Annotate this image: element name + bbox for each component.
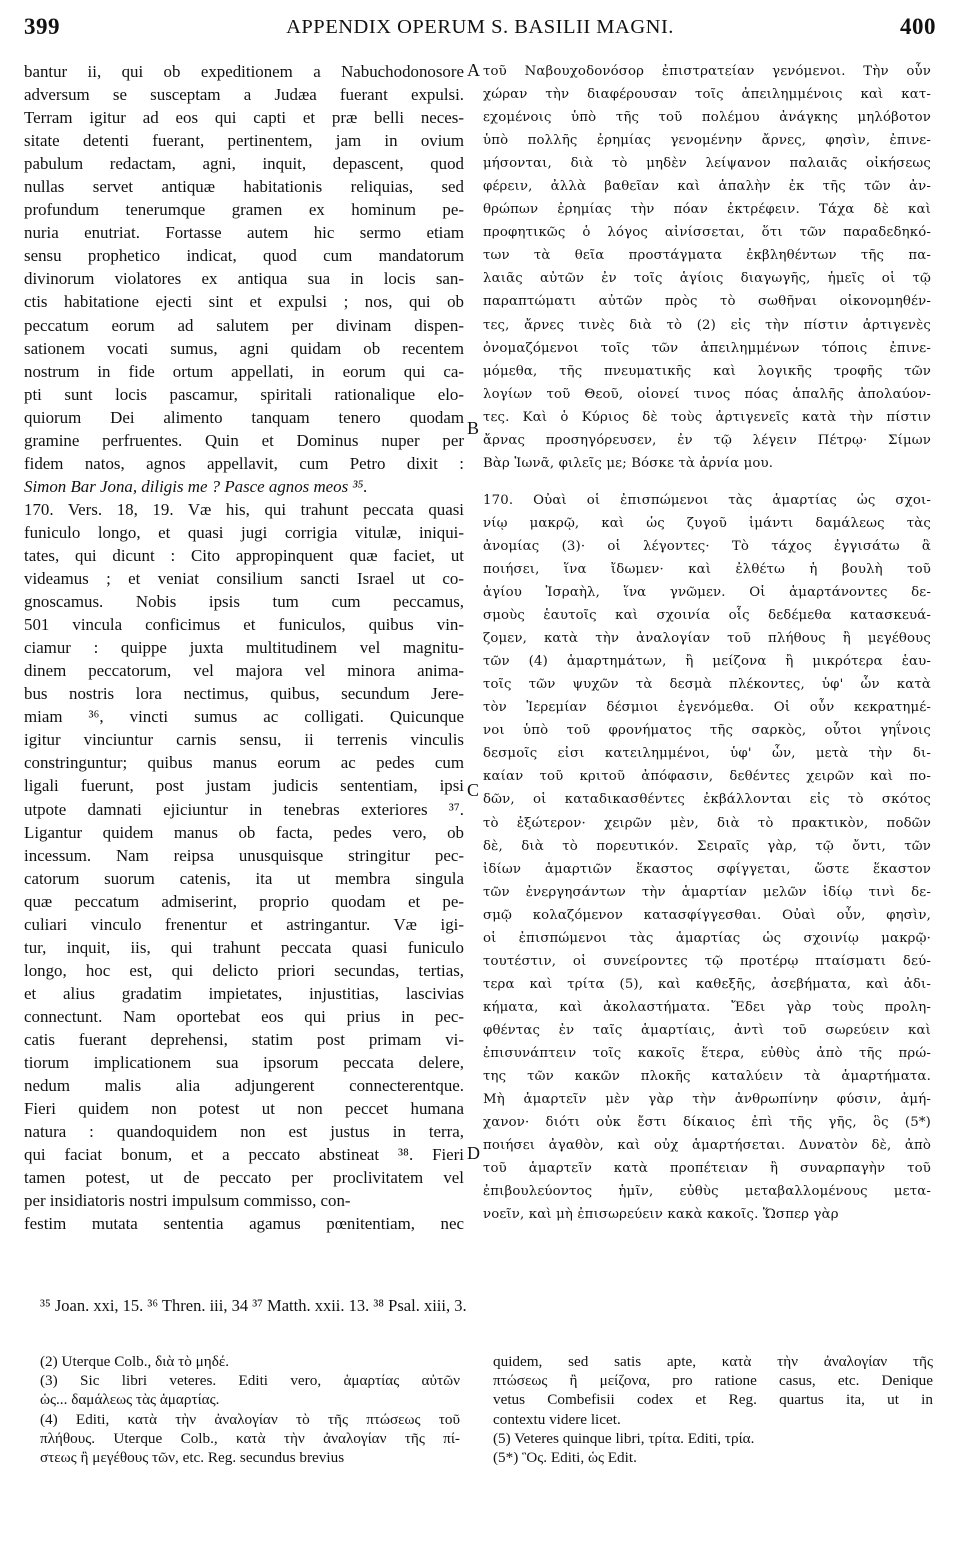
greek-text-line: τοῖς τῶν ψυχῶν τὰ δεσμὰ πλέκοντες, ὑφ' ὧν κατὰ [483,677,931,693]
latin-text-line: dinem peccatorum, vel majora vel minora anima- [24,661,464,681]
latin-text-line: festim mutata sententia agamus pœnitentiam, nec [24,1214,464,1234]
latin-text-line: pabulum redactam, agni, inquit, depascent, quod [24,154,464,174]
page-number-left: 399 [24,14,60,39]
greek-text-line: σμοὺς ἑαυτοῖς καὶ σχοινία οἷς δεδέμεθα κατασκευά- [483,608,931,624]
margin-letter-d: D [467,1143,480,1163]
greek-text-line: ἄρνας προσηγόρευσεν, ἐν τῷ λέγειν Πέτρῳ· Σίμων [483,432,931,448]
latin-text-line: utpote damnati ejiciuntur in tenebras exteriores ³⁷. [24,799,464,819]
latin-text-line: tiorum implicationem sua ipsorum peccata delere, [24,1053,464,1073]
greek-text-line: ἁγίου Ἰσραὴλ, ἵνα γνῶμεν. Οἱ ἁμαρτάνοντες δε- [483,585,931,601]
greek-text-line: δὲ, διὰ τὸ πορευτικόν. Σειραῖς γὰρ, τῷ ὄντι, τῶν [483,838,931,854]
latin-text-line: tur, inquit, iis, qui trahunt peccata quasi funiculo [24,937,464,957]
greek-text-line: ποιήσει, ἵνα ἴδωμεν· καὶ ἐλθέτω ἡ βουλὴ τοῦ [483,561,931,577]
footnotes-right [493,1352,933,1467]
latin-text-line: divinorum violatores ex antiqua sua in locis san- [24,269,464,289]
latin-text-line: nostrum in fide ortum appellati, in eorum qui ca- [24,361,464,381]
greek-text-line: λογίων τοῦ Θεοῦ, οἱονεί τινος πόας ἁπαλῆς ἀπολαύον- [483,386,931,402]
footnote-line: ὡς... δαμάλεως τὰς ἁμαρτίας. [40,1391,220,1409]
greek-text-line: ἰδίων ἁμαρτιῶν ἕκαστος σφίγγεται, ὥστε ἕκαστον [483,861,931,877]
latin-text-line: longo, hoc est, qui delicto priori secundas, tertias, [24,960,464,980]
latin-text-line: quiorum Dei alimento tanquam tenero quodam [24,407,464,427]
footnote-line: πτώσεως ἢ μείζονα, pro ratione casus, etc. Denique [493,1372,933,1390]
latin-text-line: nuria enutriat. Fortasse autem hic sermo etiam [24,223,464,243]
latin-text-line: nedum malis alia adjungerent connecterentque. [24,1076,464,1096]
margin-letter-a: A [467,60,480,80]
latin-text-line: profundum tenerumque gramen ex hominum pe- [24,200,464,220]
scripture-references: ³⁵ Joan. xxi, 15. ³⁶ Thren. iii, 34 ³⁷ Matth. xxii. 13. ³⁸ Psal. xiii, 3. [40,1296,467,1315]
footnote-line: στεως ἢ μεγέθους τῶν, etc. Reg. secundus brevius [40,1448,345,1466]
footnote-line: vetus Combefisii codex et Reg. quartus ita, ut in [493,1391,933,1409]
latin-text-line: igitur vinciuntur carnis sensu, ii terrenis vinculis [24,730,464,750]
latin-text-line: ctis habitatione ejecti sint et expulsi ; nos, qui ob [24,292,464,312]
latin-text-line: Fieri quidem non potest ut non peccet humana [24,1099,464,1119]
latin-text-line: et alius gradatim impietates, injustitias, lascivias [24,983,464,1003]
greek-text-line: προφητικῶς ὁ λόγος αἰνίσσεται, ὅτι τῶν παραδεδηκό- [483,225,931,241]
latin-text-line: nullas servet antiquæ habitationis reliquias, sed [24,177,464,197]
latin-text-line: constringuntur; quibus manus eorum ac pedes cum [24,753,464,773]
latin-text-line: fidem natos, agnos appellavit, cum Petro dixit : [24,453,464,473]
margin-letter-b: B [467,418,480,438]
footnote-line: (5) Veteres quinque libri, τρίτα. Editi, τρία. [493,1429,755,1447]
latin-text-line: Simon Bar Jona, diligis me ? Pasce agnos meos ³⁵. [24,476,368,496]
latin-text-line: ciamur : quippe juxta multitudinem vel magnitu- [24,638,464,658]
greek-text-line: ἐπιβουλεύοντος ἡμῖν, εὐθὺς μεταβαλλομένους μετα- [483,1184,931,1200]
greek-text-line: τοῦ ἁμαρτεῖν κατὰ προπέτειαν ἢ συναρπαγὴν τοῦ [483,1161,931,1177]
greek-text-line: φθέντας ἐν ταῖς ἁμαρτίαις, ἀντὶ τοῦ σωρεύειν καὶ [483,1022,931,1038]
greek-text-line: καίαν τοῦ κριτοῦ ἀπόφασιν, δεθέντες χειρῶν καὶ πο- [483,769,931,785]
greek-text-line: τὸν Ἱερεμίαν δέσμιοι ἐγενόμεθα. Οἱ οὖν κεκρατημέ- [483,700,931,716]
latin-text-line: connectunt. Nam oportebat eos qui prius in pec- [24,1006,464,1026]
greek-text-line: παραπτώματι αὐτῶν πρὸς τὸ σωθῆναι οἰκονομηθέν- [483,294,931,310]
greek-text-line: ὀνομαζόμενοι τοῖς τῶν ἀπειλημμένων τόποις ἐπινε- [483,340,931,356]
greek-text-line: μήσονται, διὰ τὸ μηδὲν λείψανον παλαιᾶς οἰκήσεως [483,156,931,172]
page-number-right: 400 [900,14,936,39]
greek-text-line: τουτέστιν, οἱ συνείροντες τῷ προτέρῳ πταίσματι δεύ- [483,953,931,969]
latin-text-line: sitate detenti fuerant, pertinentem, jam in ovium [24,131,464,151]
latin-text-line: bantur ii, qui ob expeditionem a Nabuchodonosore [24,62,464,81]
footnote-line: quidem, sed satis apte, κατὰ τὴν ἀναλογίαν τῆς [493,1353,933,1370]
greek-text-line: μόμεθα, τῆς πνευματικῆς καὶ λογικῆς τροφῆς τῶν [483,363,931,379]
latin-text-line: sensu prophetico indicat, quod cum mandatorum [24,246,464,266]
latin-text-line: gramine perfruentes. Quin et Dominus nuper per [24,430,464,450]
latin-text-line: peccatum eorum ad salutem per divinam dispen- [24,315,464,335]
latin-text-line: ligali fuerunt, post justam judicis sententiam, ipsi [24,776,464,796]
greek-text-line: χανον· διότι οὐκ ἔστι δίκαιος ἐπὶ τῆς γῆς, ὃς (5*) [483,1115,931,1131]
greek-text-line: λαιᾶς αὐτῶν ἐν τοῖς ἁγίοις διαγωγῆς, ἡμεῖς οἱ τῷ [483,271,931,287]
greek-text-line: δεσμοῖς εἰσι κατειλημμένοι, ὑφ' ὧν, μετὰ τὴν δι- [483,746,931,762]
latin-text-line: bus nostris lora nectimus, quibus, secundum Jere- [24,684,464,704]
running-title: APPENDIX OPERUM S. BASILII MAGNI. [286,16,674,38]
greek-text-line: τῶν (4) ἁμαρτημάτων, ἢ μείζονα ἢ μικρότερα ἑαυ- [483,654,931,670]
footnote-line: (2) Uterque Colb., διὰ τὸ μηδέ. [40,1353,230,1370]
greek-text-line: νοεῖν, καὶ μὴ ἐπισωρεύειν κακὰ κακοῖς. Ὥσπερ γὰρ [483,1207,839,1223]
greek-column [483,60,931,1226]
greek-text-line: Μὴ ἁμαρτεῖν μὲν γὰρ τὴν ἀνθρωπίνην φύσιν, ἀμή- [483,1092,931,1108]
greek-text-line: τοῦ Ναβουχοδονόσορ ἐπιστρατείαν γενόμενοι. Τὴν οὖν [483,64,931,79]
latin-text-line: quæ peccatum admiserint, proprio quodam et pe- [24,891,464,911]
latin-text-line: Terram igitur ad eos qui capti et præ belli neces- [24,108,464,128]
latin-text-line: funiculo longo, et quasi jugi corrigia vitulæ, iniqui- [24,522,464,542]
latin-text-line: pti sunt locis pascamur, spiritali rationalique elo- [24,384,464,404]
greek-text-line: ἐπισυνάπτειν τοῖς κακοῖς ἕτερα, εὐθὺς ἀπὸ τῆς πρώ- [483,1045,931,1061]
footnote-line: (5*) Ὃς. Editi, ὡς Edit. [493,1448,637,1466]
paragraph-gap [483,475,931,489]
latin-text-line: 170. Vers. 18, 19. Væ his, qui trahunt peccata quasi [24,499,464,519]
latin-text-line: incessum. Nam reipsa unusquisque stringitur pec- [24,845,464,865]
margin-letter-c: C [467,780,480,800]
footnotes-left [40,1352,460,1467]
greek-text-line: ἀνομίας (3)· οἱ λέγοντες· Τὸ τάχος ἐγγισάτω ἃ [483,538,931,554]
latin-text-line: Ligantur quidem manus ob facta, pedes vero, ob [24,822,464,842]
footnote-line: contextu videre licet. [493,1410,621,1428]
greek-text-line: νίῳ μακρῷ, καὶ ὡς ζυγοῦ ἱμάντι δαμάλεως τὰς [483,515,931,531]
latin-text-line: catorum suorum catenis, ita ut membra singula [24,868,464,888]
latin-text-line: tamen potest, ut de peccato per proclivitatem vel [24,1168,464,1188]
latin-text-line: sationem vocati sumus, agni quidam ob recentem [24,338,464,358]
latin-column [24,60,464,1235]
greek-text-line: χώραν τὴν διαφέρουσαν τοῖς ἀπειλημμένοις καὶ κατ- [483,87,931,103]
greek-text-line: 170. Οὐαὶ οἱ ἐπισπώμενοι τὰς ἁμαρτίας ὡς σχοι- [483,492,931,508]
footnote-line: (3) Sic libri veteres. Editi vero, ἁμαρτίας αὐτῶν [40,1372,460,1390]
greek-text-line: τες, ἄρνες τινὲς διὰ τὸ (2) εἰς τὴν πίστιν ἀρτιγενὲς [483,317,931,333]
footnote-line: πλήθους. Uterque Colb., κατὰ τὴν ἀναλογίαν τῆς πί- [40,1429,460,1447]
latin-text-line: gnoscamus. Nobis ipsis tum cum peccamus, [24,592,464,612]
greek-text-line: εχομένοις ὑπὸ τῆς τοῦ πολέμου ἀνάγκης μηλόβοτον [483,110,931,126]
greek-text-line: θρώπων ἐρημίας τὴν πόαν ἐκτρέφειν. Τάχα δὲ καὶ [483,202,931,218]
greek-text-line: ὑπὸ πολλῆς ἐρημίας γενομένην ἄρνες, φησὶν, ἐπινε- [483,133,931,149]
latin-text-line: videamus ; et veniat consilium sancti Israel ut co- [24,569,464,589]
greek-text-line: κήματα, καὶ ἀκολαστήματα. Ἔδει γὰρ τοὺς προλη- [483,999,931,1015]
latin-text-line: miam ³⁶, vincti sumus ac colligati. Quicunque [24,707,464,727]
greek-text-line: φέρειν, ἀλλὰ βαθεῖαν καὶ ἁπαλὴν ἐκ τῆς τῶν ἀν- [483,179,931,195]
latin-text-line: culiari vinculo frenentur et astringantur. Væ igi- [24,914,464,934]
page-header [24,8,936,42]
greek-text-line: τερα καὶ τρίτα (5), καὶ καθεξῆς, ἀσεβήματα, καὶ ἀδι- [483,976,931,992]
latin-text-line: tates, qui dicunt : Cito appropinquent quæ faciet, ut [24,545,464,565]
greek-text-line: τὸ ἐξώτερον· χειρῶν μὲν, διὰ τὸ πρακτικὸν, ποδῶν [483,815,931,831]
greek-text-line: τῶν ἐνεργησάντων τὴν ἁμαρτίαν μελῶν ἰδίῳ τινὶ δε- [483,884,931,900]
latin-text-line: per insidiatoris nostri impulsum commisso, con- [24,1191,351,1211]
greek-text-line: ποιήσει ἀγαθὸν, καὶ οὐχ ἁμαρτήσεται. Δυνατὸν δὲ, ἀπὸ [483,1138,931,1154]
latin-text-line: adversum se susceptam a Judæa fuerant expulsi. [24,85,464,105]
greek-text-line: τες. Καὶ ὁ Κύριος δὲ τοὺς ἀρτιγενεῖς κατὰ τὴν πίστιν [483,409,931,425]
latin-text-line: natura : quandoquidem non est justus in terra, [24,1122,464,1142]
greek-text-line: οἱ ἐπισπώμενοι τὰς ἁμαρτίας ὡς σχοινίῳ μακρῷ· [483,930,931,946]
latin-text-line: 501 vincula conficimus et funiculos, quibus vin- [24,615,464,635]
greek-text-line: δῶν, οἱ καταδικασθέντες ἐκβάλλονται εἰς τὸ σκότος [483,792,931,808]
greek-text-line: σμῷ κολαζόμενον κατασφίγγεσθαι. Οὐαὶ οὖν, φησὶν, [483,907,931,923]
greek-text-line: της τῶν κακῶν πλοκῆς καταλύειν τὰ ἁμαρτήματα. [483,1069,931,1085]
greek-text-line: Βὰρ Ἰωνᾶ, φιλεῖς με; Βόσκε τὰ ἀρνία μου. [483,455,774,471]
latin-text-line: catis fuerant deprehensi, statim post primam vi- [24,1029,464,1049]
latin-text-line: qui faciat bonum, et a peccato abstineat ³⁸. Fieri [24,1145,464,1165]
footnote-line: (4) Editi, κατὰ τὴν ἀναλογίαν τὸ τῆς πτώσεως τοῦ [40,1410,460,1428]
greek-text-line: νοι ὑπὸ τοῦ φρονήματος τῆς σαρκὸς, οὗτοι γηΐνοις [483,723,931,739]
greek-text-line: των τὰ θεῖα προστάγματα ἐκβληθέντων τῆς πα- [483,248,931,264]
greek-text-line: ζομεν, κατὰ τὴν ἀναλογίαν τοῦ πλήθους ἢ μεγέθους [483,631,931,647]
